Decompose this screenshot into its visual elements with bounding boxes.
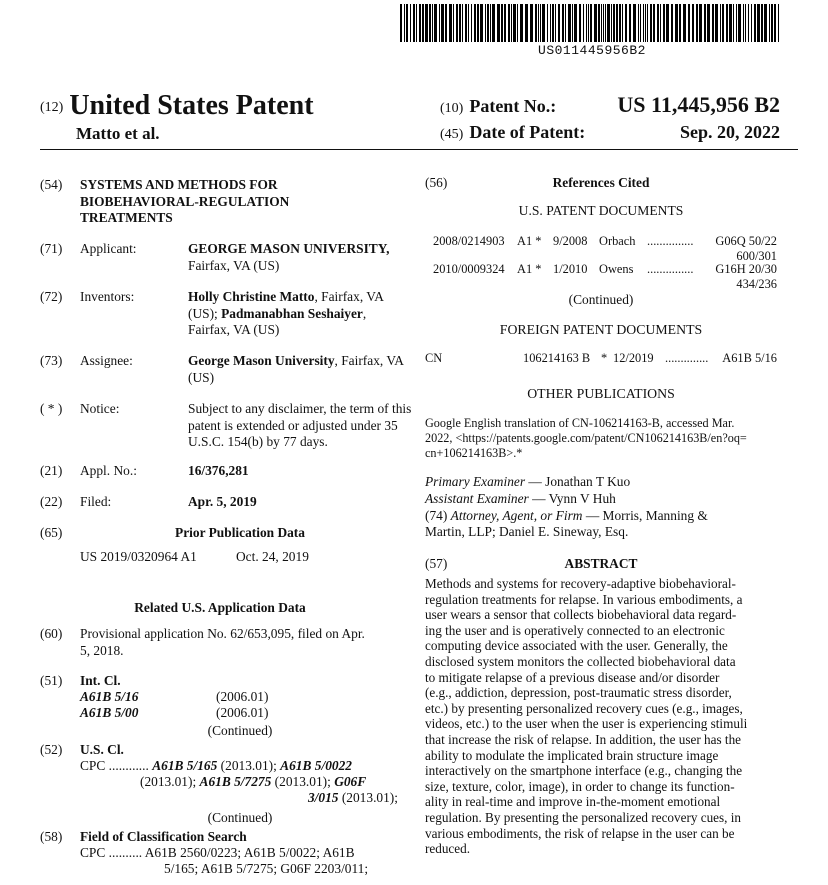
foreign-patent-documents-heading: FOREIGN PATENT DOCUMENTS: [499, 322, 703, 337]
barcode-bar: [622, 4, 623, 42]
barcode-bar: [511, 4, 512, 42]
barcode-number: US011445956B2: [538, 43, 646, 58]
abstract-line: disclosed system monitors the collected biobehavioral data: [425, 653, 736, 669]
barcode-bar: [468, 4, 469, 42]
provisional-field: [40, 626, 400, 662]
barcode-bar: [400, 4, 402, 42]
notice-field: [40, 401, 412, 453]
barcode-bar: [594, 4, 597, 42]
patent-number-row: [440, 92, 780, 117]
abstract-line: etc.) by presenting personalized recovery cues (e.g., images,: [425, 700, 743, 716]
assignee-location: , Fairfax, VA: [334, 353, 404, 368]
ref-class: G06Q 50/22: [715, 234, 777, 248]
abstract-line: Methods and systems for recovery-adaptive biobehavioral-: [425, 576, 736, 591]
other-publication-line-3: cn+106214163B>.*: [425, 446, 523, 460]
barcode-bar: [462, 4, 463, 42]
barcode-bar: [666, 4, 669, 42]
barcode-bar: [456, 4, 458, 42]
barcode-bar: [720, 4, 721, 42]
barcode-bar: [406, 4, 408, 42]
abstract-line: computing device associated with the user. Generally, the: [425, 638, 728, 654]
ref-kind: A1 *: [517, 234, 542, 248]
other-publication-line-2: 2022, <https://patents.google.com/patent/CN106214163B/en?oq=: [425, 431, 747, 445]
barcode-bar: [778, 4, 779, 42]
barcode-bar: [643, 4, 644, 42]
barcode-bar: [688, 4, 690, 42]
barcode-bar: [650, 4, 652, 42]
int-cl-field: [40, 673, 400, 743]
barcode-bar: [477, 4, 479, 42]
barcode-bar: [613, 4, 615, 42]
attorney-line-2: Martin, LLP; Daniel E. Sineway, Esq.: [425, 524, 629, 540]
ref-dots: ...............: [647, 234, 694, 248]
barcode-bar: [771, 4, 773, 42]
barcode-bar: [504, 4, 506, 42]
abstract-line: videos, etc.) to the user when the user is experiencing stimuli: [425, 716, 748, 732]
ref-kind: A1 *: [517, 262, 542, 276]
abstract-line: various embodiments, the risk of relapse in the user can be: [425, 825, 735, 841]
barcode-bar: [657, 4, 659, 42]
barcode-bar: [607, 4, 610, 42]
barcode-bar: [422, 4, 424, 42]
search-cpc: CPC ..........: [80, 845, 143, 860]
barcode-bar: [574, 4, 577, 42]
barcode-bar: [640, 4, 641, 42]
barcode-bar: [729, 4, 732, 42]
barcode-bar: [404, 4, 405, 42]
barcode-bar: [645, 4, 646, 42]
code-52: (52): [40, 742, 63, 757]
inventor-1-location: , Fairfax, VA: [314, 289, 384, 304]
provisional-line-1: Provisional application No. 62/653,095, filed on Apr.: [80, 626, 365, 641]
barcode-bar: [474, 4, 476, 42]
barcode-bar: [625, 4, 627, 42]
filed-label: Filed:: [80, 494, 112, 509]
inventor-2-comma: ,: [362, 305, 367, 321]
code-71: (71): [40, 241, 63, 256]
barcode-bar: [485, 4, 486, 42]
barcode-bar: [449, 4, 452, 42]
notice-line-2: patent is extended or adjusted under 35: [188, 417, 398, 433]
us-cl-class-1: A61B 5/165: [152, 758, 218, 773]
search-label: Field of Classification Search: [80, 829, 247, 844]
other-publication: [425, 416, 785, 461]
filed-value: Apr. 5, 2019: [188, 494, 257, 509]
patent-date-row: [440, 122, 780, 143]
inventors-label: Inventors:: [80, 289, 135, 304]
appl-no-label: Appl. No.:: [80, 463, 137, 478]
us-patent-documents-heading: U.S. PATENT DOCUMENTS: [518, 203, 684, 218]
code-73: (73): [40, 353, 63, 368]
barcode-bar: [638, 4, 639, 42]
other-publication-line-1: Google English translation of CN-106214163-B, accessed Mar.: [425, 416, 735, 430]
ref-class: G16H 20/30: [715, 262, 777, 276]
header-divider: [40, 149, 798, 150]
barcode-bar: [663, 4, 665, 42]
code-57: (57): [425, 556, 448, 571]
int-cl-date-1: (2006.01): [216, 689, 269, 704]
barcode-bar: [429, 4, 431, 42]
barcode-bar: [487, 4, 489, 42]
barcode-bar: [555, 4, 556, 42]
foreign-dots: ..............: [665, 351, 709, 365]
related-application-heading: Related U.S. Application Data: [134, 600, 306, 615]
barcode-bar: [579, 4, 581, 42]
code-21: (21): [40, 463, 63, 478]
ref-name: Orbach: [599, 234, 636, 248]
barcode-bar: [588, 4, 589, 42]
abstract-line: reduced.: [425, 841, 471, 857]
barcode-bar: [598, 4, 600, 42]
us-cl-sep-2: (2013.01);: [140, 774, 200, 789]
inventors-field: [40, 289, 400, 341]
barcode-bar: [619, 4, 621, 42]
ref-name: Owens: [599, 262, 634, 276]
barcode-bar: [743, 4, 744, 42]
title-field: [40, 177, 400, 229]
barcode-bar: [633, 4, 636, 42]
appl-no-value: 16/376,281: [188, 463, 249, 478]
barcode-bar: [733, 4, 734, 42]
barcode-bar: [603, 4, 604, 42]
code-60: (60): [40, 626, 63, 641]
int-cl-continued: (Continued): [207, 723, 273, 738]
barcode: [400, 4, 784, 42]
barcode-bar: [583, 4, 584, 42]
code-58: (58): [40, 829, 63, 844]
primary-examiner: — Jonathan T Kuo: [525, 474, 631, 489]
foreign-country: CN: [425, 351, 443, 365]
inventor-2-name: Padmanabhan Seshaiyer: [221, 305, 363, 321]
code-72: (72): [40, 289, 63, 304]
foreign-class: A61B 5/16: [722, 351, 777, 365]
barcode-bar: [748, 4, 749, 42]
barcode-bar: [601, 4, 602, 42]
barcode-bar: [679, 4, 681, 42]
barcode-bar: [425, 4, 428, 42]
barcode-bar: [751, 4, 752, 42]
barcode-bar: [465, 4, 467, 42]
barcode-bar: [565, 4, 566, 42]
barcode-bar: [501, 4, 503, 42]
us-cl-cpc: CPC ............: [80, 758, 149, 773]
us-cl-field: [40, 742, 400, 832]
barcode-bar: [715, 4, 718, 42]
foreign-number: 106214163 B: [523, 351, 591, 365]
abstract-line: regulation. By presenting the personalized recovery cues, in: [425, 809, 742, 825]
abstract-line: regulation treatments for relapse. In various embodiments, a: [425, 591, 743, 607]
inventor-1-name: Holly Christine Matto: [188, 289, 315, 304]
ref-number: 2008/0214903: [433, 234, 505, 248]
barcode-bar: [683, 4, 686, 42]
barcode-bar: [761, 4, 763, 42]
ref-date: 9/2008: [553, 234, 588, 248]
code-45: (45): [440, 127, 464, 142]
abstract-line: interactively on the smartphone interface (e.g., changing the: [425, 763, 743, 779]
barcode-bar: [696, 4, 698, 42]
code-22: (22): [40, 494, 63, 509]
barcode-bar: [568, 4, 571, 42]
barcode-bar: [552, 4, 554, 42]
abstract-line: to mitigate relapse of a previous disease and/or disorder: [425, 669, 720, 685]
us-cl-label: U.S. Cl.: [80, 742, 124, 757]
applicant-location: Fairfax, VA (US): [188, 257, 280, 273]
assignee-label: Assignee:: [80, 353, 133, 368]
barcode-bar: [675, 4, 678, 42]
barcode-bar: [616, 4, 618, 42]
document-type: [40, 90, 314, 122]
other-publications-heading: OTHER PUBLICATIONS: [527, 386, 675, 401]
barcode-bar: [441, 4, 444, 42]
abstract-line: (e.g., addiction, depression, post-traumatic stress disorder,: [425, 685, 732, 701]
barcode-bar: [416, 4, 417, 42]
barcode-bar: [517, 4, 518, 42]
barcode-bar: [497, 4, 500, 42]
title-line-3: TREATMENTS: [80, 210, 173, 225]
foreign-star: *: [601, 351, 608, 365]
barcode-bar: [530, 4, 533, 42]
notice-line-3: U.S.C. 154(b) by 77 days.: [188, 434, 328, 449]
code-51: (51): [40, 673, 63, 688]
barcode-bar: [653, 4, 655, 42]
attorney-label: Attorney, Agent, or Firm: [450, 507, 583, 523]
barcode-bar: [736, 4, 737, 42]
ref-date: 1/2010: [553, 262, 588, 276]
abstract-line: ability to modulate the implicated brain structure image: [425, 747, 719, 763]
abstract-line: size, texture, color, image), in order to change its function-: [425, 778, 735, 794]
barcode-bar: [745, 4, 746, 42]
abstract-line: ality in real-time and improve in-the-moment emotional: [425, 794, 721, 810]
examiners: [425, 474, 785, 541]
applicant-name: GEORGE MASON UNIVERSITY,: [188, 241, 390, 256]
abstract-line: user wears a sensor that collects biobehavioral data regard-: [425, 607, 737, 623]
us-cl-class-4b: 3/015: [307, 790, 339, 805]
barcode-bar: [453, 4, 454, 42]
title-line-2: BIOBEHAVIORAL-REGULATION: [80, 193, 290, 209]
us-cl-class-3: A61B 5/7275: [199, 774, 272, 789]
barcode-bar: [712, 4, 714, 42]
barcode-bar: [562, 4, 564, 42]
barcode-bar: [508, 4, 510, 42]
notice-label: Notice:: [80, 401, 120, 416]
barcode-bar: [439, 4, 440, 42]
authors: Matto et al.: [76, 124, 160, 143]
barcode-bar: [492, 4, 495, 42]
int-cl-class-2: A61B 5/00: [80, 705, 139, 720]
references-heading: References Cited: [552, 175, 650, 190]
barcode-bar: [459, 4, 461, 42]
us-cl-sep-3: (2013.01);: [271, 774, 335, 789]
title-line-1: SYSTEMS AND METHODS FOR: [80, 177, 278, 192]
us-cl-sep-4: (2013.01);: [338, 790, 398, 805]
notice-line-1: Subject to any disclaimer, the term of this: [188, 401, 412, 416]
barcode-bar: [699, 4, 702, 42]
barcode-bar: [754, 4, 756, 42]
patent-date: Sep. 20, 2022: [679, 122, 780, 142]
barcode-bar: [558, 4, 560, 42]
barcode-bar: [513, 4, 516, 42]
patent-no-label: Patent No.:: [469, 96, 557, 116]
barcode-bar: [434, 4, 437, 42]
code-54: (54): [40, 177, 63, 192]
appl-no-field: [40, 463, 400, 481]
attorney: — Morris, Manning &: [582, 507, 708, 523]
foreign-date: 12/2019: [613, 351, 654, 365]
barcode-bar: [445, 4, 447, 42]
barcode-bar: [520, 4, 523, 42]
filed-field: [40, 494, 400, 512]
barcode-bar: [547, 4, 548, 42]
barcode-bar: [550, 4, 551, 42]
barcode-bar: [605, 4, 606, 42]
barcode-bar: [538, 4, 539, 42]
barcode-bar: [764, 4, 767, 42]
doc-type-text: United States Patent: [69, 90, 314, 121]
assistant-examiner-label: Assistant Examiner: [425, 490, 529, 506]
barcode-bar: [542, 4, 545, 42]
barcode-bar: [707, 4, 710, 42]
assignee-country: (US): [188, 369, 215, 385]
ref-dots: ...............: [647, 262, 694, 276]
barcode-bar: [480, 4, 483, 42]
barcode-bar: [722, 4, 724, 42]
prior-publication-heading: Prior Publication Data: [175, 525, 305, 540]
date-label: Date of Patent:: [469, 122, 586, 142]
barcode-bar: [586, 4, 587, 42]
ref-class-2: 434/236: [736, 277, 777, 291]
search-line-2: 5/165; A61B 5/7275; G06F 2203/011;: [164, 861, 369, 876]
references-continued: (Continued): [568, 292, 634, 307]
inventor-1-country: (US);: [188, 305, 222, 321]
barcode-bar: [660, 4, 661, 42]
barcode-bar: [611, 4, 612, 42]
search-line-1: A61B 2560/0223; A61B 5/0022; A61B: [144, 845, 355, 860]
abstract-text: [425, 576, 783, 857]
barcode-bar: [535, 4, 537, 42]
primary-examiner-label: Primary Examiner: [425, 474, 526, 489]
assistant-examiner: — Vynn V Huh: [528, 490, 616, 506]
prior-publication-number: US 2019/0320964 A1: [80, 549, 197, 564]
abstract-line: ing the user and is operatively connected to an electronic: [425, 622, 725, 638]
provisional-line-2: 5, 2018.: [80, 642, 124, 658]
applicant-label: Applicant:: [80, 241, 137, 256]
barcode-bar: [590, 4, 592, 42]
barcode-bar: [738, 4, 741, 42]
code-65: (65): [40, 525, 63, 540]
barcode-bar: [704, 4, 706, 42]
code-10: (10): [440, 101, 464, 116]
barcode-bar: [647, 4, 648, 42]
int-cl-date-2: (2006.01): [216, 705, 269, 720]
abstract-line: that increase the risk of relapse. In addition, the user has the: [425, 731, 742, 747]
us-cl-sep-1: (2013.01);: [217, 758, 281, 773]
int-cl-class-1: A61B 5/16: [80, 689, 139, 704]
us-cl-class-2: A61B 5/0022: [280, 758, 352, 773]
prior-publication-date: Oct. 24, 2019: [236, 549, 309, 564]
us-cl-class-4a: G06F: [334, 774, 367, 789]
code-notice: ( * ): [40, 401, 63, 416]
barcode-bar: [671, 4, 673, 42]
code-74: (74): [425, 507, 451, 523]
barcode-bar: [692, 4, 694, 42]
barcode-bar: [629, 4, 631, 42]
code-56: (56): [425, 175, 448, 190]
barcode-bar: [432, 4, 433, 42]
int-cl-label: Int. Cl.: [80, 673, 121, 688]
inventor-2-location: Fairfax, VA (US): [188, 322, 280, 337]
barcode-bar: [540, 4, 541, 42]
abstract-heading: ABSTRACT: [564, 556, 638, 571]
us-cl-continued: (Continued): [207, 810, 273, 825]
assignee-name: George Mason University: [188, 353, 335, 368]
barcode-bar: [525, 4, 528, 42]
barcode-bar: [471, 4, 472, 42]
barcode-bar: [410, 4, 411, 42]
assignee-field: [40, 353, 404, 389]
barcode-bar: [726, 4, 728, 42]
code-12: (12): [40, 99, 64, 115]
barcode-bar: [413, 4, 415, 42]
barcode-bar: [490, 4, 491, 42]
barcode-bar: [419, 4, 421, 42]
barcode-bar: [769, 4, 770, 42]
search-field: [40, 829, 400, 881]
prior-publication-field: [40, 525, 400, 565]
applicant-field: [40, 241, 400, 277]
ref-class-2: 600/301: [736, 249, 777, 263]
barcode-bar: [774, 4, 776, 42]
barcode-bar: [572, 4, 573, 42]
patent-number: US 11,445,956 B2: [617, 92, 780, 117]
ref-number: 2010/0009324: [433, 262, 505, 276]
barcode-bar: [757, 4, 760, 42]
